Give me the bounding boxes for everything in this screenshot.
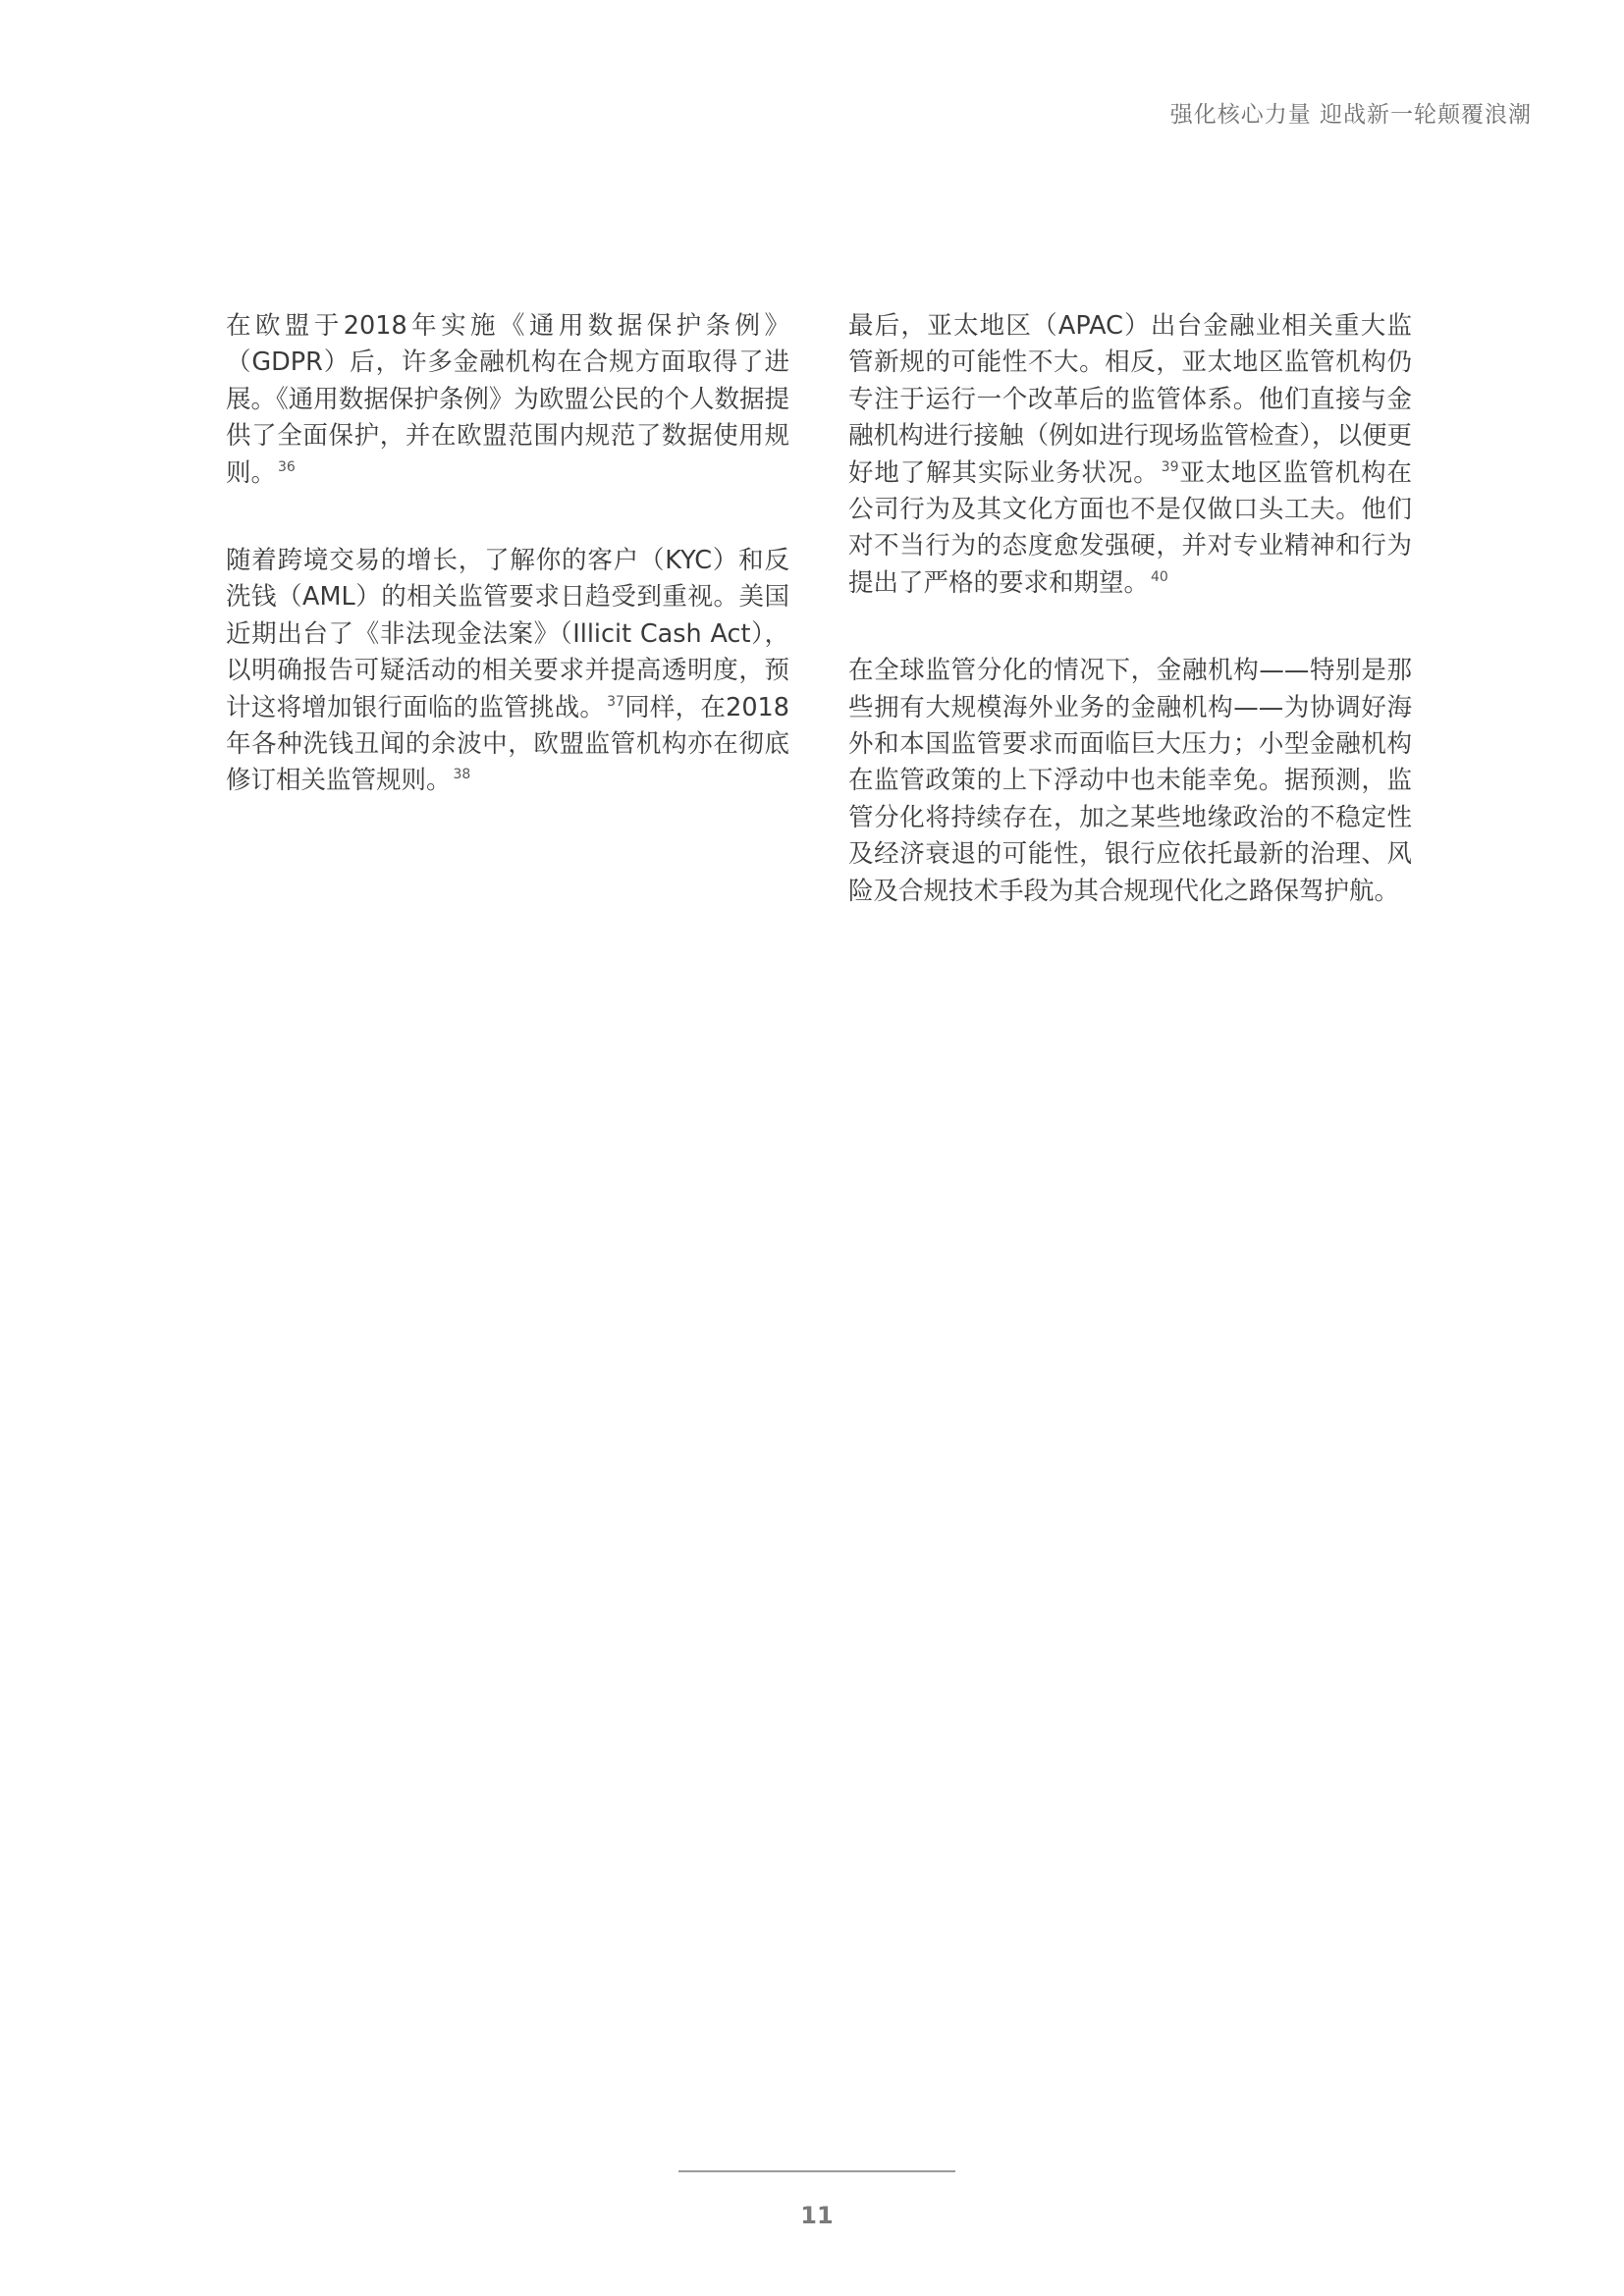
left-text-column bbox=[226, 308, 789, 851]
paragraph-text: 同样，在2018年各种洗钱丑闻的余波中，欧盟监管机构亦在彻底修订相关监管规则。 bbox=[226, 692, 789, 796]
paragraph-text: 随着跨境交易的增长，了解你的客户（KYC）和反洗钱（AML）的相关监管要求日趋受到重视。美国近期出台了《非法现金法案》（Illicit Cash Act），以明确报告可疑活动的相关要求并提高透明度，预计这将增加银行面临的监管挑战。 bbox=[226, 546, 789, 722]
kyc-aml-paragraph bbox=[226, 543, 789, 800]
page-number: 11 bbox=[800, 2202, 834, 2229]
footer-divider bbox=[678, 2170, 955, 2172]
footnote-ref: 39 bbox=[1161, 458, 1179, 475]
regulatory-divergence-paragraph bbox=[848, 653, 1412, 910]
paragraph-text: 在欧盟于2018年实施《通用数据保护条例》（GDPR）后，许多金融机构在合规方面取得了进展。《通用数据保护条例》为欧盟公民的个人数据提供了全面保护，并在欧盟范围内规范了数据使用规则。 bbox=[226, 311, 789, 488]
apac-paragraph bbox=[848, 308, 1412, 602]
footnote-ref: 38 bbox=[453, 767, 471, 783]
footnote-ref: 37 bbox=[607, 693, 624, 710]
paragraph-text: 最后，亚太地区（APAC）出台金融业相关重大监管新规的可能性不大。相反，亚太地区监管机构仍专注于运行一个改革后的监管体系。他们直接与金融机构进行接触（例如进行现场监管检查），以便更好地了解其实际业务状况。 bbox=[848, 311, 1412, 488]
paragraph-text: 亚太地区监管机构在公司行为及其文化方面也不是仅做口头工夫。他们对不当行为的态度愈发强硬，并对专业精神和行为提出了严格的要求和期望。 bbox=[848, 457, 1412, 598]
right-text-column bbox=[848, 308, 1412, 961]
paragraph-text: 在全球监管分化的情况下，金融机构——特别是那些拥有大规模海外业务的金融机构——为协调好海外和本国监管要求而面临巨大压力；小型金融机构在监管政策的上下浮动中也未能幸免。据预测，监管分化将持续存在，加之某些地缘政治的不稳定性及经济衰退的可能性，银行应依托最新的治理、风险及合规技术手段为其合规现代化之路保驾护航。 bbox=[848, 656, 1412, 906]
footnote-ref: 40 bbox=[1151, 568, 1168, 585]
footnote-ref: 36 bbox=[278, 458, 296, 475]
gdpr-paragraph bbox=[226, 308, 789, 492]
running-header-title: 强化核心力量 迎战新一轮颠覆浪潮 bbox=[1169, 102, 1532, 128]
